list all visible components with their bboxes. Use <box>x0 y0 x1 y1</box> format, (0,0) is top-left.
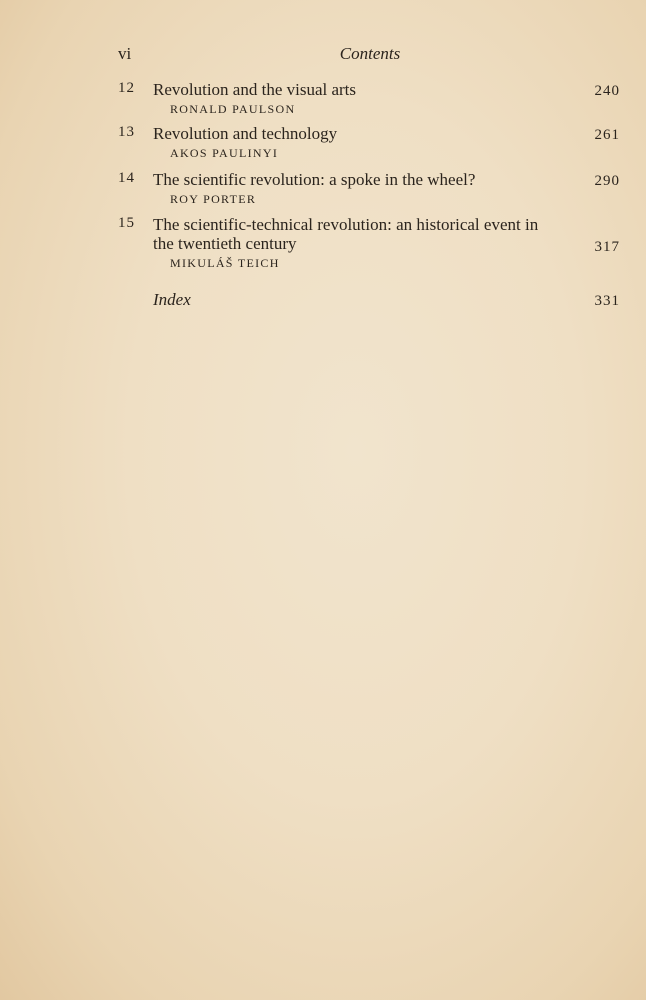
chapter-author: ROY PORTER <box>170 192 257 206</box>
index-page-number: 331 <box>594 293 620 309</box>
chapter-number: 12 <box>118 80 135 96</box>
chapter-author: RONALD PAULSON <box>170 102 296 116</box>
page-number: 240 <box>594 83 620 99</box>
chapter-author: MIKULÁŠ TEICH <box>170 256 280 270</box>
toc-index-entry <box>118 290 622 314</box>
chapter-number: 15 <box>118 215 135 231</box>
running-title: Contents <box>339 44 401 63</box>
page-folio: vi <box>118 44 132 63</box>
chapter-number: 14 <box>118 170 135 186</box>
toc-entry <box>118 124 622 164</box>
toc-entry <box>118 215 622 275</box>
running-head <box>118 44 622 68</box>
chapter-title: Revolution and technology <box>153 124 338 143</box>
index-label: Index <box>153 290 191 309</box>
toc-entry <box>118 170 622 210</box>
chapter-title: Revolution and the visual arts <box>153 80 357 99</box>
page-number: 261 <box>594 127 620 143</box>
chapter-number: 13 <box>118 124 135 140</box>
chapter-title-line1: The scientific-technical revolution: an historical event in <box>153 215 539 234</box>
toc-entry <box>118 80 622 120</box>
page-number: 317 <box>594 239 620 255</box>
page-number: 290 <box>594 173 620 189</box>
chapter-title: The scientific revolution: a spoke in the wheel? <box>153 170 476 189</box>
chapter-title-line2: the twentieth century <box>153 234 297 253</box>
chapter-author: AKOS PAULINYI <box>170 146 279 160</box>
